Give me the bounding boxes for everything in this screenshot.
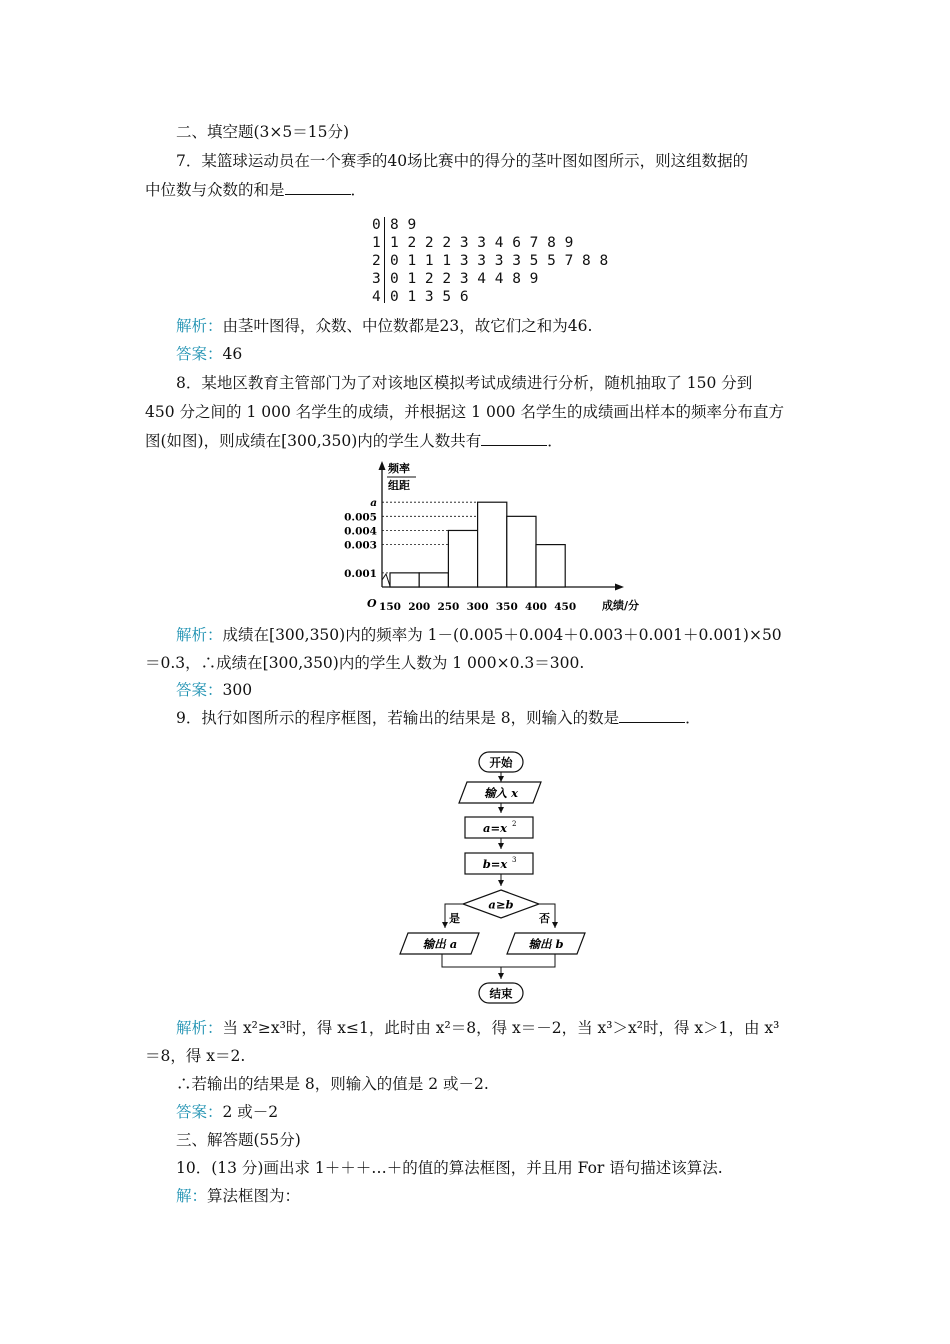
answer-blank xyxy=(285,180,351,195)
analysis-label: 解析： xyxy=(176,626,223,644)
stem-divider xyxy=(384,217,385,303)
q8-answer xyxy=(176,680,252,700)
leaves: 0 1 1 1 3 3 3 3 5 5 7 8 8 xyxy=(390,253,609,269)
stem-row xyxy=(372,288,469,306)
answer-blank xyxy=(619,708,685,723)
leaves: 8 9 xyxy=(390,217,417,233)
origin-label: O xyxy=(367,597,377,610)
answer-label: 答案： xyxy=(176,345,223,363)
merge-line xyxy=(442,954,555,967)
leaves: 1 2 2 2 3 3 4 6 7 8 9 xyxy=(390,235,574,251)
y-label-top: 频率 xyxy=(388,462,410,475)
q10-solution xyxy=(176,1186,300,1206)
solution-text: 算法框图为： xyxy=(207,1187,301,1205)
program-flowchart xyxy=(395,745,595,1010)
y-tick-label: a xyxy=(370,497,377,510)
q7-line1: 7．某篮球运动员在一个赛季的40场比赛中的得分的茎叶图如图所示，则这组数据的 xyxy=(176,152,749,170)
x-tick-label: 450 xyxy=(554,601,577,613)
histogram-bar xyxy=(507,516,536,587)
stem: 3 xyxy=(372,271,381,287)
x-axis-label: 成绩/分 xyxy=(602,599,640,612)
section2-header: 二、填空题(3×5＝15分) xyxy=(176,123,350,141)
stem-row xyxy=(372,234,574,252)
start-label: 开始 xyxy=(489,755,513,770)
x-axis-arrow xyxy=(615,584,624,591)
answer-blank xyxy=(481,431,547,446)
histogram-bar xyxy=(536,545,565,587)
q8-line3 xyxy=(145,431,563,451)
stem-row xyxy=(372,252,609,270)
answer-text: 300 xyxy=(222,681,253,699)
q9-line1-text: 9．执行如图所示的程序框图，若输出的结果是 8，则输入的数是 xyxy=(176,709,620,727)
y-tick-label: 0.003 xyxy=(344,539,377,552)
solution-label: 解： xyxy=(176,1187,208,1205)
q8-line1: 8．某地区教育主管部门为了对该地区模拟考试成绩进行分析，随机抽取了 150 分到 xyxy=(176,374,753,392)
stem: 0 xyxy=(372,217,381,233)
end-label: 结束 xyxy=(489,986,513,1001)
q8-line2: 450 分之间的 1 000 名学生的成绩，并根据这 1 000 名学生的成绩画出样本的频率分布直方 xyxy=(145,403,784,421)
analysis-label: 解析： xyxy=(176,317,223,335)
x-tick-label: 300 xyxy=(466,601,489,613)
q7-line2-end: ． xyxy=(350,181,367,199)
q9-analysis xyxy=(176,1018,779,1038)
analysis-text: 由茎叶图得，众数、中位数都是23，故它们之和为46. xyxy=(222,317,593,335)
stem: 1 xyxy=(372,235,381,251)
x-tick-label: 150 xyxy=(379,601,401,613)
q8-analysis-line2: ＝0.3，∴成绩在[300,350)内的学生人数为 1 000×0.3＝300. xyxy=(145,654,585,672)
histogram-bar xyxy=(390,573,419,587)
q7-analysis xyxy=(176,316,592,336)
leaves: 0 1 2 2 3 4 4 8 9 xyxy=(390,271,539,287)
q7-answer xyxy=(176,344,242,364)
stem-row xyxy=(372,216,417,234)
decision-label: a≥b xyxy=(488,897,514,912)
q9-line1-end: ． xyxy=(685,709,701,727)
output-b-label: 输出 b xyxy=(528,937,564,951)
answer-text: 2 或－2 xyxy=(222,1103,279,1121)
histogram-bar xyxy=(448,530,477,587)
answer-label: 答案： xyxy=(176,1103,223,1121)
stem: 4 xyxy=(372,289,381,305)
analysis-text: 当 x²≥x³时，得 x≤1，此时由 x²＝8，得 x＝－2，当 x³＞x²时，得 x＞1，由 x³ xyxy=(222,1019,780,1037)
q9-answer xyxy=(176,1102,278,1122)
q8-analysis xyxy=(176,625,782,645)
no-label: 否 xyxy=(539,912,550,925)
output-a-label: 输出 a xyxy=(422,937,458,951)
histogram-bar xyxy=(478,502,507,587)
answer-label: 答案： xyxy=(176,681,223,699)
q7-line2 xyxy=(145,180,366,200)
stem: 2 xyxy=(372,253,381,269)
q8-line3-text: 图(如图)，则成绩在[300,350)内的学生人数共有 xyxy=(145,432,482,450)
y-axis-arrow xyxy=(379,461,386,470)
analysis-label: 解析： xyxy=(176,1019,223,1037)
exponent-2: 2 xyxy=(512,820,517,828)
assign-a-label: a=x xyxy=(483,821,507,835)
y-label-bottom: 组距 xyxy=(388,479,410,492)
section3-header: 三、解答题(55分) xyxy=(176,1131,301,1149)
q9-analysis-line2: ＝8，得 x＝2. xyxy=(145,1047,246,1065)
analysis-text: 成绩在[300,350)内的频率为 1－(0.005＋0.004＋0.003＋0.001＋0.001)×50 xyxy=(222,626,782,644)
q9-conclusion: ∴若输出的结果是 8，则输入的值是 2 或－2. xyxy=(176,1075,489,1093)
answer-text: 46 xyxy=(222,345,243,363)
stem-leaf-plot xyxy=(372,216,632,306)
x-tick-label: 350 xyxy=(495,601,518,613)
input-label: 输入 x xyxy=(484,786,518,800)
q8-line3-end: ． xyxy=(547,432,563,450)
y-tick-label: 0.005 xyxy=(344,511,377,524)
y-tick-label: 0.004 xyxy=(344,525,377,538)
q10-line1: 10．(13 分)画出求 1＋＋＋…＋的值的算法框图，并且用 For 语句描述该算法. xyxy=(176,1159,723,1177)
q9-line1 xyxy=(176,708,701,728)
stem-row xyxy=(372,270,539,288)
exponent-3: 3 xyxy=(512,856,517,864)
q7-line2-text: 中位数与众数的和是 xyxy=(145,181,285,199)
frequency-histogram xyxy=(330,456,660,618)
leaves: 0 1 3 5 6 xyxy=(390,289,469,305)
x-tick-label: 400 xyxy=(525,601,547,613)
yes-label: 是 xyxy=(449,912,460,925)
x-tick-label: 200 xyxy=(408,601,431,613)
assign-b-label: b=x xyxy=(482,857,508,871)
histogram-bar xyxy=(419,573,448,587)
x-tick-label: 250 xyxy=(437,601,460,613)
y-tick-label: 0.001 xyxy=(344,567,377,580)
